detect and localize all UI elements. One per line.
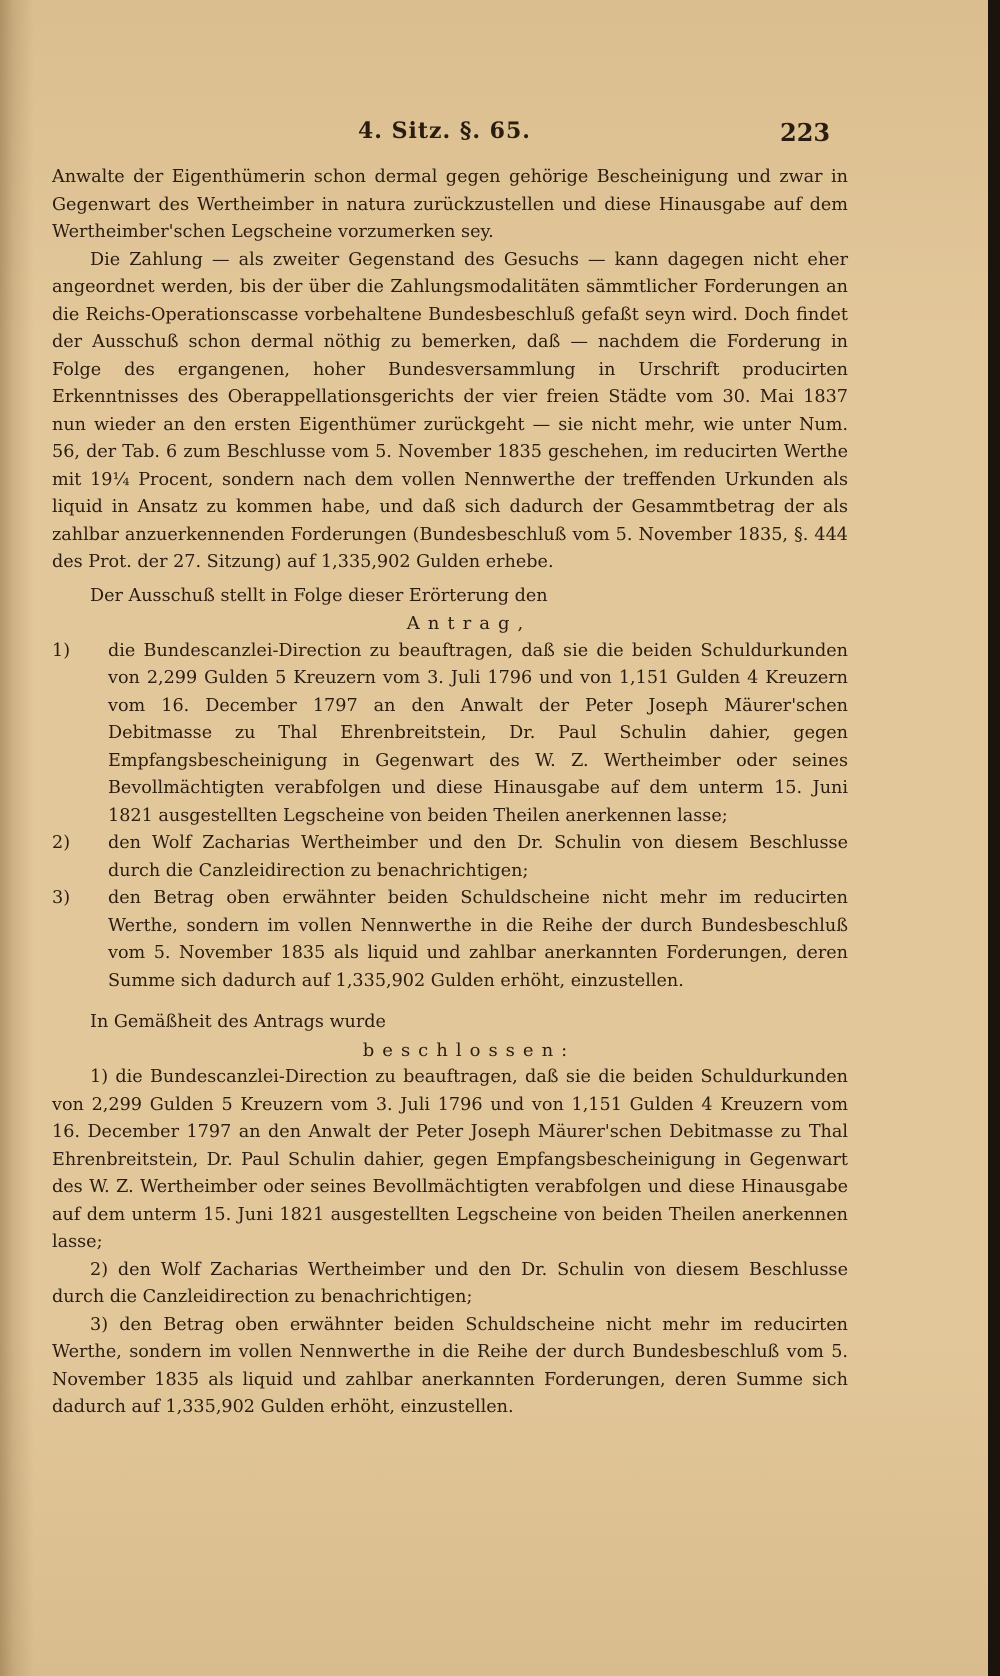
paragraph: Der Ausschuß stellt in Folge dieser Erörterung den [90, 585, 548, 606]
heading-antrag: Antrag, [406, 613, 532, 634]
paragraph: Die Zahlung — als zweiter Gegenstand des Gesuchs — kann dagegen nicht eher angeordnet werden, bis der über die Zahlungsmodalitäten sämmtlicher Forderungen an die Reichs-Operationscasse vorbehaltene Bundesbeschluß gefaßt seyn wird. Doch findet der Ausschuß schon dermal nöthig zu bemerken, daß — nachdem die Forderung in Folge des ergangenen, hoher Bundesversammlung in Urschrift producirten Erkenntnisses des Oberappellationsgerichts der vier freien Städte vom 30. Mai 1837 nun wieder an den ersten Eigenthümer zurückgeht — sie nicht mehr, wie unter Num. 56, der Tab. 6 zum Beschlusse vom 5. November 1835 geschehen, im reducirten Werthe mit 19¼ Procent, sondern nach dem vollen Nennwerthe der treffenden Urkunden als liquid in Ansatz zu kommen habe, und daß sich dadurch der Gesammtbetrag der als zahlbar anzuerkennenden Forderungen (Bundesbeschluß vom 5. November 1835, §. 444 des Prot. der 27. Sitzung) auf 1,335,902 Gulden erhebe. [52, 249, 848, 572]
list-item-text: die Bundescanzlei-Direction zu beauftragen, daß sie die beiden Schuldurkunden von 2,299 Gulden 5 Kreuzern vom 3. Juli 1796 und von 1,151 Gulden 4 Kreuzern vom 16. December 1797 an den Anwalt der Peter Joseph Mäurer'schen Debitmasse zu Thal Ehrenbreitstein, Dr. Paul Schulin dahier, gegen Empfangsbescheinigung in Gegenwart des W. Z. Wertheimber oder seines Bevollmächtigten verabfolgen und diese Hinausgabe auf dem unterm 15. Juni 1821 ausgestellten Legscheine von beiden Theilen anerkennen lasse; [108, 640, 848, 826]
list-item-number: 2) [52, 833, 71, 853]
paragraph: Anwalte der Eigenthümerin schon dermal gegen gehörige Bescheinigung und zwar in Gegenwart des Wertheimber in natura zurückzustellen und diese Hinausgabe auf dem Wertheimber'schen Legscheine vorzumerken sey. [52, 167, 848, 242]
page-number: 223 [780, 118, 831, 147]
list-item-text: den Betrag oben erwähnter beiden Schuldscheine nicht mehr im reducirten Werthe, sondern im vollen Nennwerthe in die Reihe der durch Bundesbeschluß vom 5. November 1835 als liquid und zahlbar anerkannten Forderungen, deren Summe sich dadurch auf 1,335,902 Gulden erhöht, einzustellen. [108, 888, 848, 991]
page-header [60, 118, 860, 158]
antrag-list [52, 638, 848, 996]
list-item [52, 885, 848, 995]
decision-item: 1) die Bundescanzlei-Direction zu beauftragen, daß sie die beiden Schuldurkunden von 2,299 Gulden 5 Kreuzern vom 3. Juli 1796 und von 1,151 Gulden 4 Kreuzern vom 16. December 1797 an den Anwalt der Peter Joseph Mäurer'schen Debitmasse zu Thal Ehrenbreitstein, Dr. Paul Schulin dahier, gegen Empfangsbescheinigung in Gegenwart des W. Z. Wertheimber oder seines Bevollmächtigten verabfolgen und diese Hinausgabe auf dem unterm 15. Juni 1821 ausgestellten Legscheine von beiden Theilen anerkennen lasse; [52, 1067, 848, 1252]
page-edge [988, 0, 1000, 1676]
list-item-text: den Wolf Zacharias Wertheimber und den Dr. Schulin von diesem Beschlusse durch die Canzleidirection zu benachrichtigen; [108, 833, 848, 881]
paragraph: In Gemäßheit des Antrags wurde [90, 1012, 386, 1032]
heading-beschlossen: beschlossen: [362, 1039, 576, 1061]
decision-item: 2) den Wolf Zacharias Wertheimber und den Dr. Schulin von diesem Beschlusse durch die Canzleidirection zu benachrichtigen; [52, 1259, 848, 1307]
page-body [52, 164, 848, 1422]
list-item [52, 830, 848, 885]
decision-item: 3) den Betrag oben erwähnter beiden Schuldscheine nicht mehr im reducirten Werthe, sondern im vollen Nennwerthe in die Reihe der durch Bundesbeschluß vom 5. November 1835 als liquid und zahlbar anerkannten Forderungen, deren Summe sich dadurch auf 1,335,902 Gulden erhöht, einzustellen. [52, 1314, 848, 1417]
list-item [52, 638, 848, 831]
list-item-number: 1) [52, 640, 71, 661]
running-head: 4. Sitz. §. 65. [358, 118, 531, 144]
list-item-number: 3) [52, 888, 71, 908]
